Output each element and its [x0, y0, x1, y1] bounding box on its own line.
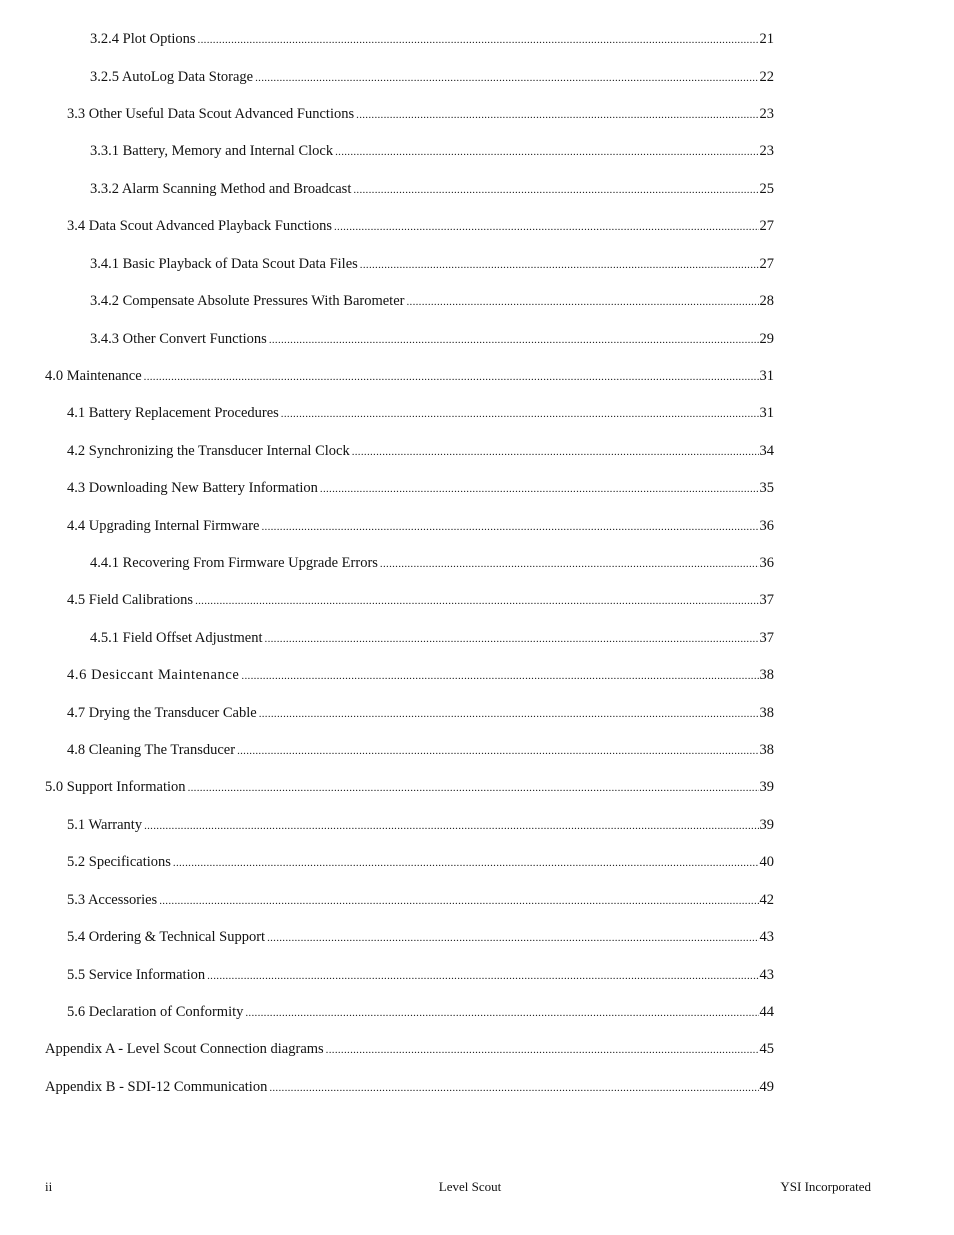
toc-dot-leader [406, 293, 758, 311]
toc-entry-title: 3.3.2 Alarm Scanning Method and Broadcast [90, 181, 352, 197]
toc-page-number: 36 [759, 555, 774, 571]
toc-dot-leader [335, 143, 758, 161]
toc-dot-leader [237, 742, 758, 760]
toc-entry-title: 3.4.1 Basic Playback of Data Scout Data Files [90, 256, 358, 272]
toc-entry[interactable] [90, 330, 774, 349]
toc-entry-title: 3.4 Data Scout Advanced Playback Functions [67, 218, 332, 234]
toc-entry[interactable] [67, 666, 774, 685]
toc-page-number: 37 [759, 630, 774, 646]
toc-entry-title: 3.2.5 AutoLog Data Storage [90, 69, 254, 85]
toc-dot-leader [188, 779, 759, 797]
toc-page-number: 34 [759, 443, 774, 459]
toc-entry-title: 4.4.1 Recovering From Firmware Upgrade Errors [90, 555, 378, 571]
toc-entry[interactable] [45, 1078, 774, 1097]
toc-entry-title: 4.2 Synchronizing the Transducer Internal Clock [67, 443, 350, 459]
toc-entry[interactable] [90, 292, 774, 311]
toc-entry[interactable] [67, 591, 774, 610]
toc-dot-leader [195, 592, 758, 610]
toc-entry[interactable] [67, 966, 774, 985]
toc-page-number: 23 [759, 143, 774, 159]
toc-page-number: 39 [759, 779, 774, 795]
toc-dot-leader [265, 630, 759, 648]
toc-entry[interactable] [45, 367, 774, 386]
toc-entry-title: 3.3.1 Battery, Memory and Internal Clock [90, 143, 334, 159]
toc-dot-leader [267, 929, 758, 947]
toc-dot-leader [353, 181, 758, 199]
toc-entry[interactable] [67, 704, 774, 723]
toc-page-number: 22 [759, 69, 774, 85]
toc-dot-leader [159, 892, 758, 910]
toc-entry[interactable] [67, 891, 774, 910]
toc-entry-title: 3.3 Other Useful Data Scout Advanced Functions [67, 106, 355, 122]
toc-entry-title: Appendix B - SDI-12 Communication [45, 1079, 268, 1095]
toc-entry[interactable] [67, 1003, 774, 1022]
toc-page-number: 43 [759, 967, 774, 983]
toc-page-number: 21 [759, 31, 774, 47]
toc-entry-title: 4.0 Maintenance [45, 368, 142, 384]
toc-dot-leader [269, 331, 759, 349]
toc-page-number: 35 [759, 480, 774, 496]
toc-dot-leader [259, 705, 759, 723]
toc-dot-leader [360, 256, 759, 274]
toc-dot-leader [352, 443, 759, 461]
toc-entry[interactable] [67, 928, 774, 947]
toc-entry[interactable] [67, 853, 774, 872]
toc-dot-leader [261, 518, 758, 536]
toc-page-number: 44 [759, 1004, 774, 1020]
toc-entry[interactable] [67, 442, 774, 461]
toc-entry-title: 4.5 Field Calibrations [67, 592, 194, 608]
toc-page-number: 49 [759, 1079, 774, 1095]
toc-dot-leader [173, 854, 759, 872]
toc-page-number: 37 [759, 592, 774, 608]
toc-page-number: 23 [759, 106, 774, 122]
toc-page-number: 38 [759, 705, 774, 721]
toc-page-number: 31 [759, 368, 774, 384]
toc-page-number: 38 [759, 667, 774, 683]
toc-dot-leader [207, 967, 758, 985]
footer-company-name: YSI Incorporated [780, 1179, 871, 1194]
toc-entry-title: 5.5 Service Information [67, 967, 206, 983]
toc-page-number: 27 [759, 218, 774, 234]
toc-page-number: 25 [759, 181, 774, 197]
toc-dot-leader [380, 555, 759, 573]
toc-entry-title: 4.7 Drying the Transducer Cable [67, 705, 257, 721]
toc-dot-leader [334, 218, 759, 236]
toc-entry[interactable] [67, 217, 774, 236]
toc-entry-title: 3.2.4 Plot Options [90, 31, 196, 47]
toc-dot-leader [356, 106, 758, 124]
toc-page-number: 39 [759, 817, 774, 833]
toc-entry-title: 5.3 Accessories [67, 892, 158, 908]
toc-entry-title: 5.0 Support Information [45, 779, 186, 795]
toc-entry-title: 3.4.3 Other Convert Functions [90, 331, 267, 347]
footer-document-title: Level Scout [438, 1179, 502, 1194]
toc-dot-leader [144, 817, 758, 835]
toc-page-number: 29 [759, 331, 774, 347]
toc-entry-title: 5.2 Specifications [67, 854, 171, 870]
toc-page-number: 42 [759, 892, 774, 908]
toc-page-number: 40 [759, 854, 774, 870]
toc-entry[interactable] [90, 142, 774, 161]
toc-entry[interactable] [90, 629, 774, 648]
toc-entry[interactable] [90, 180, 774, 199]
footer-page-number: ii [45, 1179, 53, 1194]
toc-dot-leader [144, 368, 759, 386]
toc-entry-title: 4.3 Downloading New Battery Information [67, 480, 318, 496]
toc-dot-leader [241, 667, 758, 685]
toc-page-number: 31 [759, 405, 774, 421]
toc-entry[interactable] [90, 554, 774, 573]
toc-entry[interactable] [67, 105, 774, 124]
toc-entry[interactable] [90, 255, 774, 274]
toc-page-number: 27 [759, 256, 774, 272]
toc-entry-title: 4.1 Battery Replacement Procedures [67, 405, 279, 421]
toc-entry-title: 4.6 Desiccant Maintenance [67, 667, 240, 683]
toc-entry-title: 5.6 Declaration of Conformity [67, 1004, 244, 1020]
toc-entry[interactable] [67, 404, 774, 423]
toc-page-number: 43 [759, 929, 774, 945]
toc-entry[interactable] [67, 479, 774, 498]
toc-entry[interactable] [67, 741, 774, 760]
toc-dot-leader [269, 1079, 758, 1097]
toc-dot-leader [198, 31, 759, 49]
toc-entry[interactable] [90, 30, 774, 49]
toc-entry-title: 4.8 Cleaning The Transducer [67, 742, 236, 758]
toc-page-number: 28 [759, 293, 774, 309]
toc-entry-title: 4.5.1 Field Offset Adjustment [90, 630, 263, 646]
toc-dot-leader [245, 1004, 758, 1022]
toc-entry[interactable] [67, 816, 774, 835]
toc-dot-leader [255, 69, 758, 87]
toc-dot-leader [320, 480, 759, 498]
toc-entry-title: 4.4 Upgrading Internal Firmware [67, 518, 260, 534]
toc-entry[interactable] [45, 1040, 774, 1059]
toc-entry-title: 3.4.2 Compensate Absolute Pressures With Barometer [90, 293, 405, 309]
toc-entry-title: 5.1 Warranty [67, 817, 143, 833]
toc-page-number: 36 [759, 518, 774, 534]
toc-page-number: 38 [759, 742, 774, 758]
toc-entry-title: 5.4 Ordering & Technical Support [67, 929, 266, 945]
toc-entry[interactable] [67, 517, 774, 536]
toc-dot-leader [281, 405, 759, 423]
toc-entry-title: Appendix A - Level Scout Connection diagrams [45, 1041, 324, 1057]
toc-entry[interactable] [90, 68, 774, 87]
toc-entry[interactable] [45, 778, 774, 797]
toc-page-number: 45 [759, 1041, 774, 1057]
toc-dot-leader [326, 1041, 759, 1059]
